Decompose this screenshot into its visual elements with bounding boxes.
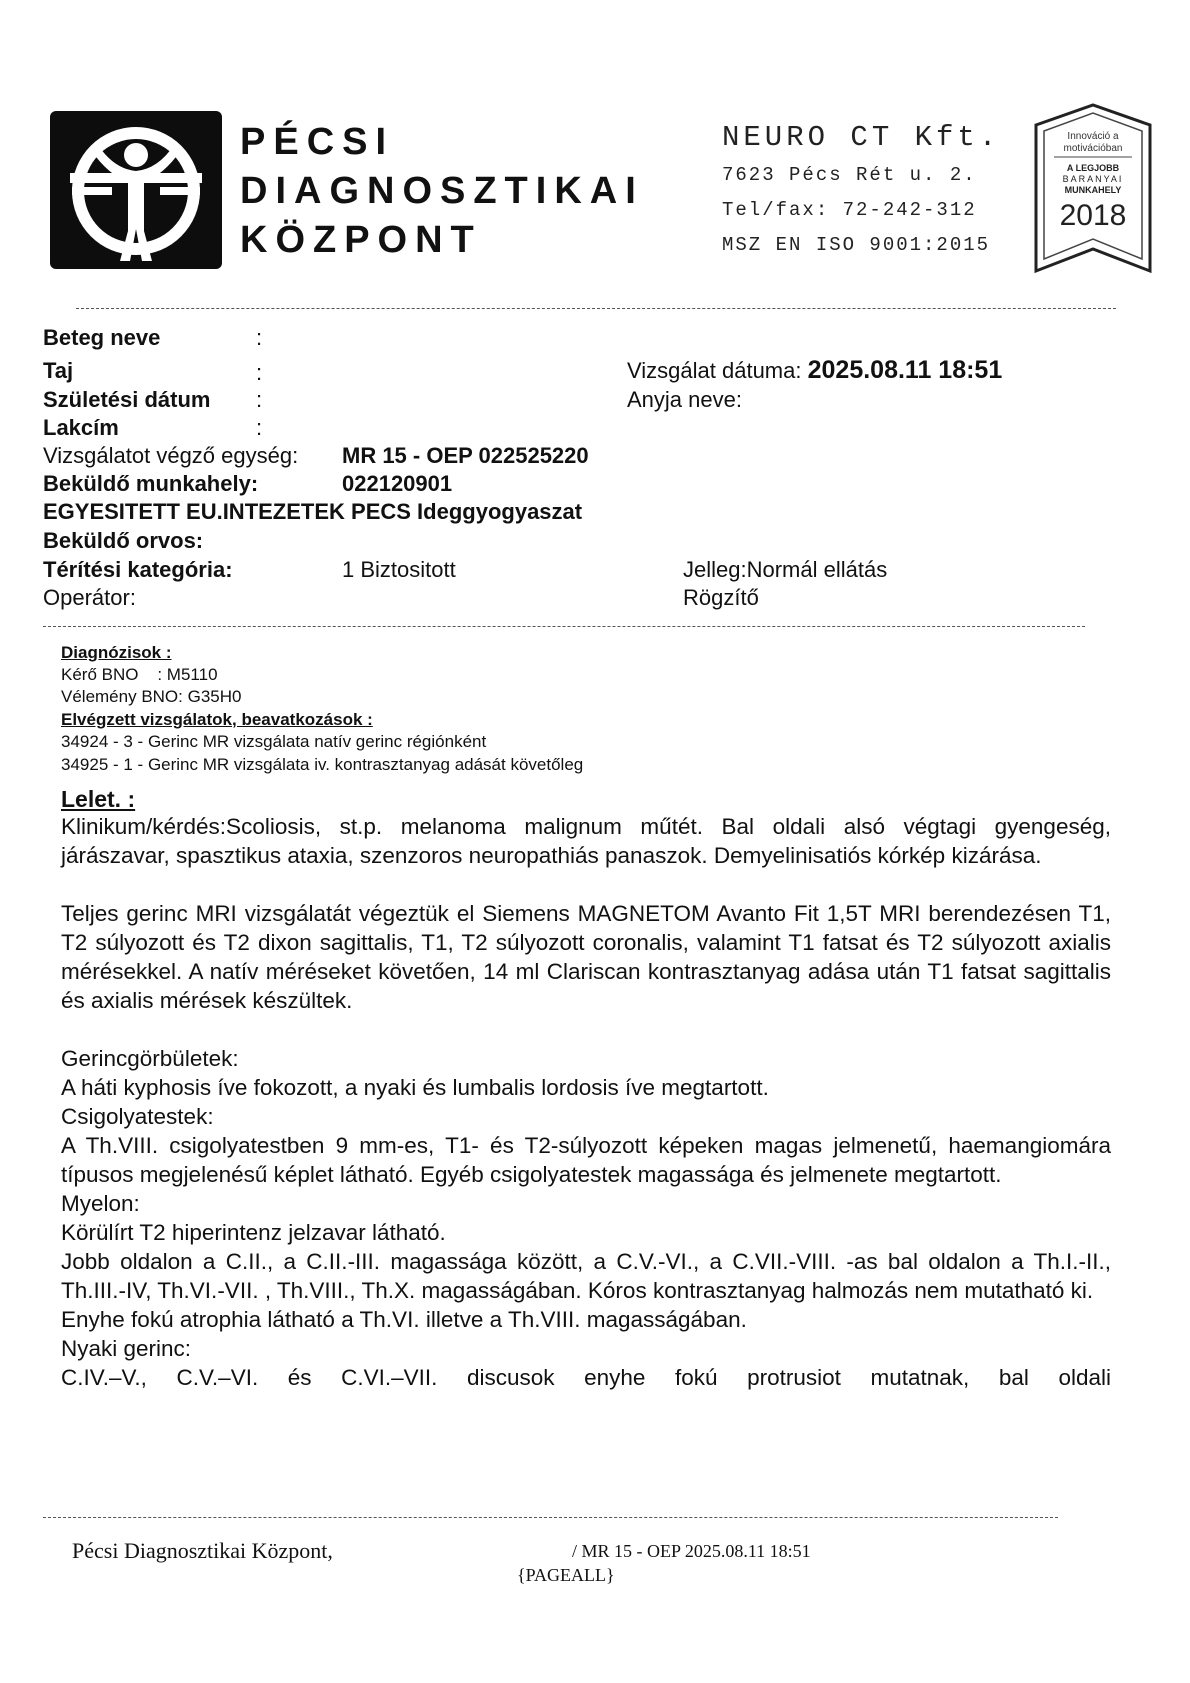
brand-line-2: DIAGNOSZTIKAI [240, 170, 644, 212]
procedures-title: Elvégzett vizsgálatok, beavatkozások : [61, 710, 373, 729]
taj-colon: : [256, 360, 263, 385]
exam-date-label: Vizsgálat dátuma: [627, 358, 802, 383]
company-phone: Tel/fax: 72-242-312 [722, 199, 977, 221]
report-heading-myelon: Myelon: [61, 1191, 140, 1216]
badge-line-4: BARANYAI [1062, 174, 1124, 184]
report-paragraph-method: Teljes gerinc MRI vizsgálatát végeztük el Siemens MAGNETOM Avanto Fit 1,5T MRI berendezésen T1, T2 súlyozott és T2 dixon sagittalis, T1, T2 súlyozott coronalis, valamint T1 fatsat és T2 súlyozott axialis mérésekkel. A natív méréseket követően, 14 ml Clariscan kontrasztanyag adása után T1 fatsat sagittalis és axialis mérések készültek. [61, 901, 1111, 1013]
badge-line-2: motivációban [1063, 143, 1123, 154]
report-body [61, 812, 1111, 1392]
footer-divider [43, 1517, 1058, 1518]
award-badge [1032, 103, 1154, 275]
payment-category-value: 1 Biztositott [342, 557, 456, 582]
company-name: NEURO CT Kft. [722, 121, 1001, 154]
patient-name-colon: : [256, 325, 263, 350]
logo-person-icon [50, 111, 222, 269]
address-colon: : [256, 415, 263, 440]
taj-label: Taj [43, 358, 74, 383]
exam-unit-value: MR 15 - OEP 022525220 [342, 443, 589, 468]
report-paragraph-curvature: A háti kyphosis íve fokozott, a nyaki és lumbalis lordosis íve megtartott. [61, 1075, 769, 1100]
badge-year: 2018 [1059, 199, 1127, 232]
report-title: Lelet. : [61, 786, 136, 812]
report-paragraph-atrophy: Enyhe fokú atrophia látható a Th.VI. illetve a Th.VIII. magasságában. [61, 1307, 747, 1332]
birth-date-label: Születési dátum [43, 387, 211, 412]
referring-workplace-label: Beküldő munkahely: [43, 471, 259, 496]
report-paragraph-clinical: Klinikum/kérdés:Scoliosis, st.p. melanoma malignum műtét. Bal oldali alsó végtagi gyengeség, járászavar, spasztikus ataxia, szenzoros neuropathiás panaszok. Demyelinisatiós kórkép kizárása. [61, 814, 1111, 868]
award-badge-icon [1032, 103, 1154, 275]
exam-date [627, 356, 1002, 385]
badge-line-5: MUNKAHELY [1064, 185, 1122, 195]
referring-institution: EGYESITETT EU.INTEZETEK PECS Ideggyogyaszat [43, 499, 583, 524]
exam-unit-label: Vizsgálatot végző egység: [43, 443, 299, 468]
company-iso: MSZ EN ISO 9001:2015 [722, 234, 991, 256]
report-heading-cervical: Nyaki gerinc: [61, 1336, 192, 1361]
referring-workplace-value: 022120901 [342, 471, 453, 496]
badge-line-1: Innováció a [1067, 131, 1119, 142]
procedure-line-1: 34924 - 3 - Gerinc MR vizsgálata natív gerinc régiónként [61, 732, 487, 751]
company-info [722, 118, 1000, 263]
birth-date-colon: : [256, 387, 263, 412]
brand-line-1: PÉCSI [240, 121, 395, 163]
patient-name-label: Beteg neve [43, 325, 161, 350]
header-divider [76, 308, 1116, 309]
operator-label: Operátor: [43, 585, 136, 610]
report-paragraph-myelon-2: Jobb oldalon a C.II., a C.II.-III. magassága között, a C.V.-VI., a C.VII.-VIII. -as bal oldalon a Th.I.-II., Th.III.-IV, Th.VI.-VII. , Th.VIII., Th.X. magasságában. Kóros kontrasztanyag halmozás nem mutatható ki. [61, 1249, 1111, 1303]
company-address: 7623 Pécs Rét u. 2. [722, 164, 977, 186]
exam-date-value: 2025.08.11 18:51 [807, 356, 1003, 384]
payment-category-label: Térítési kategória: [43, 557, 233, 582]
report-paragraph-cervical: C.IV.–V., C.V.–VI. és C.VI.–VII. discusok enyhe fokú protrusiot mutatnak, bal oldali [61, 1365, 1111, 1390]
footer-exam-info: / MR 15 - OEP 2025.08.11 18:51 [572, 1541, 811, 1561]
diagnoses-title: Diagnózisok : [61, 643, 172, 662]
logo [50, 111, 222, 269]
report-paragraph-myelon-1: Körülírt T2 hiperintenz jelzavar látható. [61, 1220, 446, 1245]
requested-bno: Kérő BNO : M5110 [61, 665, 218, 684]
footer-page-placeholder: {PAGEALL} [517, 1565, 615, 1585]
footer-institution: Pécsi Diagnosztikai Központ, [72, 1538, 333, 1563]
brand-name [240, 118, 644, 265]
address-label: Lakcím [43, 415, 119, 440]
report-heading-vertebrae: Csigolyatestek: [61, 1104, 214, 1129]
recorder-label: Rögzítő [683, 585, 759, 610]
referring-doctor-label: Beküldő orvos: [43, 528, 204, 553]
patient-divider [43, 626, 1085, 627]
report-heading-curvature: Gerincgörbületek: [61, 1046, 239, 1071]
badge-line-3: A LEGJOBB [1066, 163, 1120, 173]
report-paragraph-vertebrae: A Th.VIII. csigolyatestben 9 mm-es, T1- és T2-súlyozott képeken magas jelmenetű, haemangiomára típusos megjelenésű képlet látható. Egyéb csigolyatestek magassága és jelmenete megtartott. [61, 1133, 1111, 1187]
procedure-line-2: 34925 - 1 - Gerinc MR vizsgálata iv. kontrasztanyag adását követőleg [61, 755, 584, 774]
opinion-bno: Vélemény BNO: G35H0 [61, 687, 242, 706]
mother-name-label: Anyja neve: [627, 387, 742, 412]
brand-line-3: KÖZPONT [240, 219, 482, 261]
care-type: Jelleg:Normál ellátás [683, 557, 888, 582]
